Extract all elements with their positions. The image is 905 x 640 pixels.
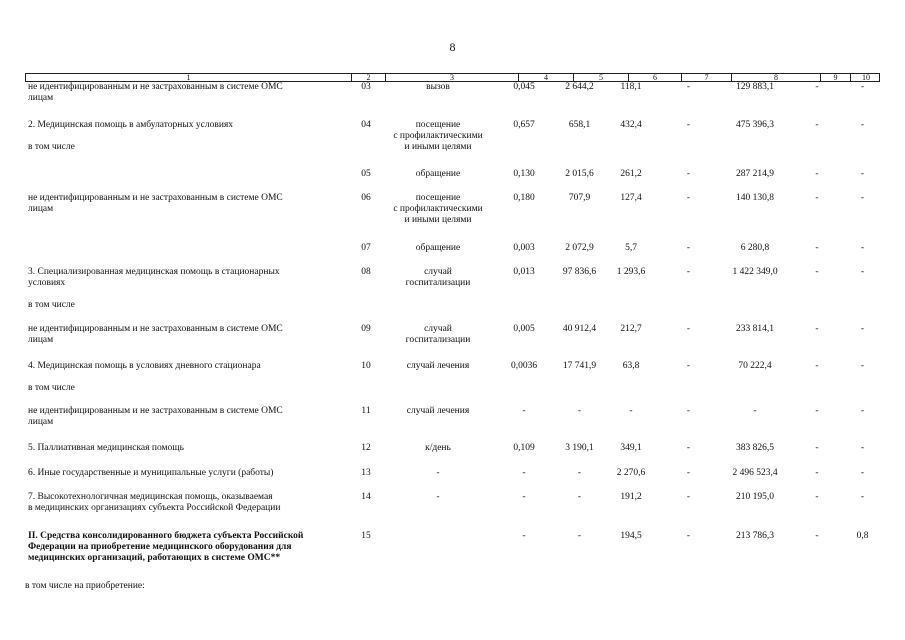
row-1-c8: 129 883,1 [736,82,774,92]
row-13-c10: 0,8 [856,531,869,541]
row-4-code: 06 [361,193,371,203]
row-7-c8: 233 814,1 [736,324,774,334]
row-1-c10: - [860,82,865,92]
row-8-c9: - [815,361,819,371]
row-12-c9: - [815,492,819,502]
row-5-unit: обращение [415,243,461,253]
row-13-c8: 213 786,3 [736,531,774,541]
row-3-c8: 287 214,9 [736,169,774,179]
row-4-name: не идентифицированным и не застрахованным в системе ОМС лицам [28,193,283,214]
col-header-6: 6 [629,74,682,81]
row-10-c5: 3 190,1 [565,443,594,453]
row-9-name: не идентифицированным и не застрахованным в системе ОМС лицам [28,406,283,427]
col-header-1: 1 [26,74,352,81]
col-header-8: 8 [732,74,821,81]
row-1-c6: 118,1 [620,82,642,92]
row-4-c7: - [686,193,691,203]
row-13-c7: - [686,531,691,541]
row-3-c7: - [686,169,691,179]
col-header-4: 4 [519,74,574,81]
row-6-c10: - [860,267,865,277]
row-5-c8: 6 280,8 [740,243,770,253]
col-header-7: 7 [682,74,732,81]
row-3-code: 05 [361,169,371,179]
row-11-c5: - [577,468,582,478]
row-5-c6: 5,7 [625,243,637,253]
row-4-c8: 140 130,8 [736,193,774,203]
row-10-c8: 383 826,5 [736,443,774,453]
row-9-code: 11 [361,406,371,416]
row-7-c5: 40 912,4 [562,324,597,334]
row-9-c5: - [577,406,582,416]
row-5-c9: - [815,243,819,253]
row-12-c6: 191,2 [620,492,642,502]
row-10-unit: к/день [425,443,451,453]
row-8-c6: 63,8 [622,361,640,371]
row-13-name: II. Средства консолидированного бюджета субъекта Российской Федерации на приобретение медицинского оборудования для медицинских организаций, работающих в системе ОМС** [28,531,304,563]
row-3-c4: 0,130 [513,169,535,179]
row-11-unit: - [436,468,440,478]
col-header-9: 9 [821,74,851,81]
row-2-c6: 432,4 [620,120,642,130]
row-10-c10: - [860,443,865,453]
row-12-c4: - [522,492,526,502]
row-6-c9: - [815,267,819,277]
row-7-c7: - [686,324,691,334]
row-5-c5: 2 072,9 [565,243,594,253]
row-7-c4: 0,005 [513,324,535,334]
row-12-c7: - [686,492,691,502]
row-13-code: 15 [361,531,371,541]
row-3-c6: 261,2 [620,169,642,179]
col-header-3: 3 [386,74,519,81]
row-3-c5: 2 015,6 [565,169,594,179]
row-5-c7: - [686,243,691,253]
row-2-code: 04 [361,120,371,130]
row-5-code: 07 [361,243,371,253]
row-13-c9: - [815,531,819,541]
row-2-c9: - [815,120,819,130]
row-13-c5: - [577,531,582,541]
row-2-c4: 0,657 [513,120,535,130]
row-9-c9: - [815,406,819,416]
row-11-c9: - [815,468,819,478]
row-11-c4: - [522,468,526,478]
row-6-c8: 1 422 349,0 [732,267,778,277]
row-7-c6: 212,7 [620,324,642,334]
row-9-c10: - [860,406,865,416]
row-12-code: 14 [361,492,371,502]
row-3-c9: - [815,169,819,179]
row-9-c6: - [629,406,633,416]
row-8-c7: - [686,361,691,371]
row-1-c4: 0,045 [513,82,535,92]
row-6-code: 08 [361,267,371,277]
row-12-name: 7. Высокотехнологичная медицинская помощь, оказываемая в медицинских организациях субъекта Российской Федерации [28,492,281,513]
row-11-c7: - [686,468,691,478]
row-4-c10: - [860,193,865,203]
page-number: 8 [449,40,456,54]
col-header-2: 2 [352,74,386,81]
row-5-c4: 0,003 [513,243,535,253]
row-4-c4: 0,180 [513,193,535,203]
row-10-code: 12 [361,443,371,453]
row-1-c7: - [686,82,691,92]
row-1-unit: вызов [426,82,450,92]
row-3-unit: обращение [415,169,461,179]
row-7-name: не идентифицированным и не застрахованным в системе ОМС лицам [28,324,283,345]
row-12-c5: - [577,492,582,502]
row-8-c10: - [860,361,865,371]
col-header-10: 10 [862,73,870,82]
row-4-c9: - [815,193,819,203]
row-8-c8: 70 222,4 [738,361,772,371]
row-8-code: 10 [361,361,371,371]
row-11-c6: 2 270,6 [616,468,646,478]
row-9-unit: случай лечения [406,406,470,416]
row-2-c7: - [686,120,691,130]
row-12-c10: - [860,492,865,502]
row-1-c5: 2 644,2 [565,82,594,92]
row-9-c7: - [686,406,691,416]
row-13-c6: 194,5 [620,531,642,541]
row-1-code: 03 [361,82,371,92]
row-12-unit: - [436,492,440,502]
row-4-c6: 127,4 [620,193,642,203]
row-8-unit: случай лечения [406,361,470,371]
row-11-c10: - [860,468,865,478]
column-header-row [25,73,880,82]
row-6-c6: 1 293,6 [616,267,646,277]
row-6-c4: 0,013 [513,267,535,277]
row-10-c6: 349,1 [620,443,642,453]
row-7-unit: случай госпитализации [405,324,471,345]
row-9-c4: - [522,406,526,416]
row-2-unit: посещение с профилактическими и иными целями [393,120,483,152]
col-header-5: 5 [574,74,629,81]
row-4-unit: посещение с профилактическими и иными целями [393,193,483,225]
row-11-name: 6. Иные государственные и муниципальные услуги (работы) [28,468,274,478]
row-8-c5: 17 741,9 [562,361,597,371]
row-2-c8: 475 396,3 [736,120,774,130]
row-4-c5: 707,9 [568,193,591,203]
row-12-c8: 210 195,0 [736,492,774,502]
footer-note: в том числе на приобретение: [25,581,145,591]
row-2-c10: - [860,120,865,130]
row-10-c9: - [815,443,819,453]
row-6-c5: 97 836,6 [562,267,597,277]
row-10-c7: - [686,443,691,453]
row-8-c4: 0,0036 [510,361,538,371]
row-2-name: 2. Медицинская помощь в амбулаторных условиях в том числе [28,120,234,152]
row-1-name: не идентифицированным и не застрахованным в системе ОМС лицам [28,82,283,103]
row-6-name: 3. Специализированная медицинская помощь в стационарных условиях в том числе [28,267,280,310]
row-6-c7: - [686,267,691,277]
row-13-c4: - [522,531,526,541]
row-7-c10: - [860,324,865,334]
row-9-c8: - [753,406,757,416]
row-11-c8: 2 496 523,4 [732,468,778,478]
row-1-c9: - [815,82,819,92]
row-10-c4: 0,109 [513,443,535,453]
row-11-code: 13 [361,468,371,478]
row-2-c5: 658,1 [568,120,591,130]
row-7-c9: - [815,324,819,334]
row-3-c10: - [860,169,865,179]
row-5-c10: - [860,243,865,253]
row-6-unit: случай госпитализации [405,267,471,288]
row-10-name: 5. Паллиативная медицинская помощь [28,443,184,453]
row-8-name: 4. Медицинская помощь в условиях дневного стационара в том числе [28,361,261,393]
row-7-code: 09 [361,324,371,334]
